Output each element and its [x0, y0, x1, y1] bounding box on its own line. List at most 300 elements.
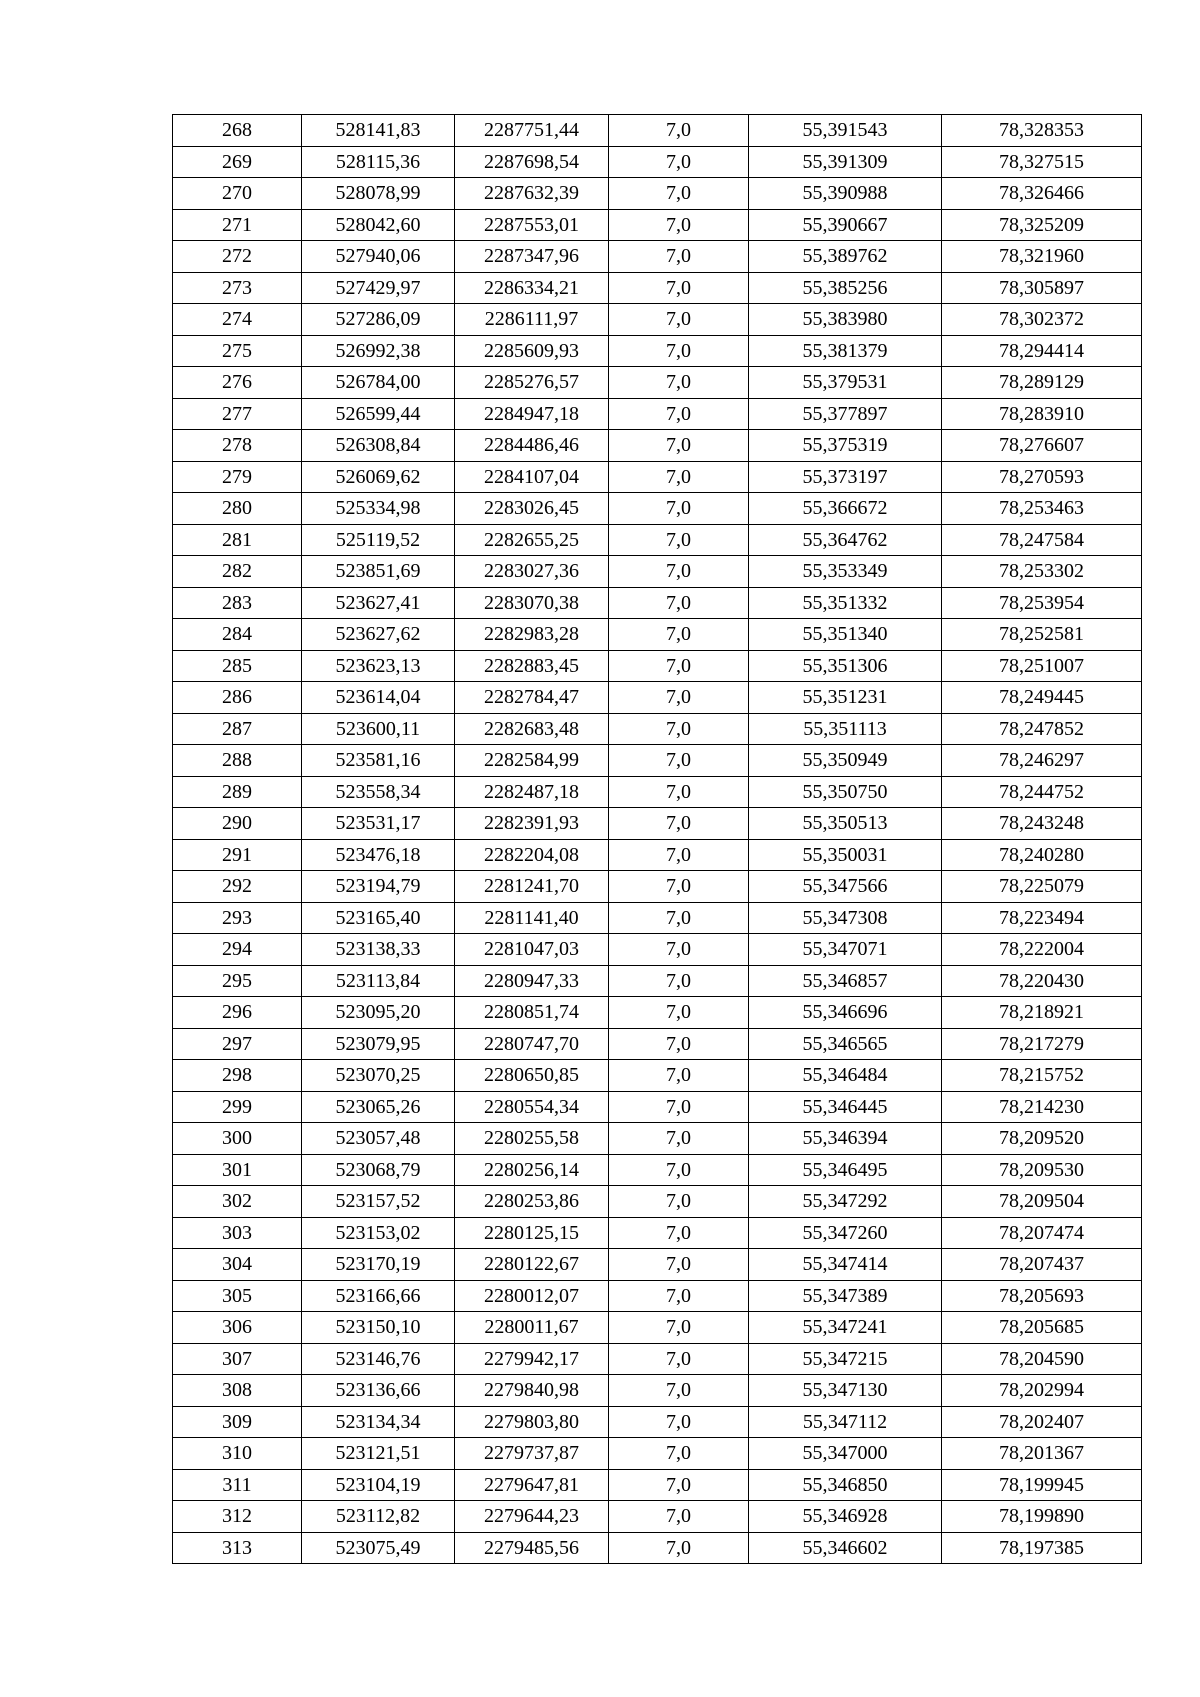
table-cell-longitude: 78,199890	[942, 1501, 1142, 1533]
table-cell-point-number: 297	[173, 1028, 302, 1060]
table-cell-y-coordinate: 2282683,48	[455, 713, 609, 745]
table-cell-point-number: 282	[173, 556, 302, 588]
table-cell-point-number: 283	[173, 587, 302, 619]
table-cell-y-coordinate: 2282204,08	[455, 839, 609, 871]
table-cell-latitude: 55,347241	[749, 1312, 942, 1344]
table-cell-accuracy: 7,0	[609, 1532, 749, 1564]
table-cell-longitude: 78,204590	[942, 1343, 1142, 1375]
table-cell-point-number: 286	[173, 682, 302, 714]
table-row	[173, 1532, 1142, 1564]
table-cell-x-coordinate: 523476,18	[302, 839, 455, 871]
table-cell-point-number: 301	[173, 1154, 302, 1186]
table-cell-latitude: 55,391309	[749, 146, 942, 178]
table-cell-x-coordinate: 523157,52	[302, 1186, 455, 1218]
table-cell-latitude: 55,350750	[749, 776, 942, 808]
table-cell-longitude: 78,294414	[942, 335, 1142, 367]
table-row	[173, 241, 1142, 273]
table-row	[173, 1375, 1142, 1407]
table-cell-y-coordinate: 2280125,15	[455, 1217, 609, 1249]
table-cell-y-coordinate: 2280747,70	[455, 1028, 609, 1060]
table-cell-longitude: 78,222004	[942, 934, 1142, 966]
table-cell-accuracy: 7,0	[609, 1186, 749, 1218]
table-cell-x-coordinate: 523070,25	[302, 1060, 455, 1092]
table-cell-point-number: 275	[173, 335, 302, 367]
table-cell-accuracy: 7,0	[609, 178, 749, 210]
table-cell-y-coordinate: 2282584,99	[455, 745, 609, 777]
table-cell-x-coordinate: 523194,79	[302, 871, 455, 903]
table-cell-latitude: 55,351113	[749, 713, 942, 745]
table-cell-latitude: 55,346495	[749, 1154, 942, 1186]
table-cell-longitude: 78,223494	[942, 902, 1142, 934]
table-cell-latitude: 55,375319	[749, 430, 942, 462]
table-row	[173, 1280, 1142, 1312]
table-cell-accuracy: 7,0	[609, 241, 749, 273]
table-cell-point-number: 276	[173, 367, 302, 399]
table-cell-accuracy: 7,0	[609, 209, 749, 241]
table-cell-longitude: 78,225079	[942, 871, 1142, 903]
table-cell-accuracy: 7,0	[609, 1123, 749, 1155]
table-cell-accuracy: 7,0	[609, 1091, 749, 1123]
table-row	[173, 1406, 1142, 1438]
table-cell-x-coordinate: 525119,52	[302, 524, 455, 556]
table-cell-y-coordinate: 2280253,86	[455, 1186, 609, 1218]
table-row	[173, 367, 1142, 399]
table-cell-latitude: 55,385256	[749, 272, 942, 304]
table-cell-accuracy: 7,0	[609, 1312, 749, 1344]
table-cell-longitude: 78,326466	[942, 178, 1142, 210]
table-cell-latitude: 55,347308	[749, 902, 942, 934]
table-cell-x-coordinate: 523166,66	[302, 1280, 455, 1312]
table-cell-y-coordinate: 2279803,80	[455, 1406, 609, 1438]
table-cell-point-number: 303	[173, 1217, 302, 1249]
table-cell-point-number: 271	[173, 209, 302, 241]
table-cell-accuracy: 7,0	[609, 1028, 749, 1060]
table-row	[173, 619, 1142, 651]
table-cell-accuracy: 7,0	[609, 776, 749, 808]
table-row	[173, 1343, 1142, 1375]
table-cell-point-number: 302	[173, 1186, 302, 1218]
table-row	[173, 335, 1142, 367]
table-cell-accuracy: 7,0	[609, 493, 749, 525]
table-cell-point-number: 299	[173, 1091, 302, 1123]
table-cell-accuracy: 7,0	[609, 1343, 749, 1375]
table-row	[173, 1438, 1142, 1470]
table-cell-y-coordinate: 2280122,67	[455, 1249, 609, 1281]
table-cell-x-coordinate: 528042,60	[302, 209, 455, 241]
table-cell-accuracy: 7,0	[609, 1217, 749, 1249]
table-cell-longitude: 78,215752	[942, 1060, 1142, 1092]
table-cell-accuracy: 7,0	[609, 1469, 749, 1501]
table-cell-x-coordinate: 523134,34	[302, 1406, 455, 1438]
table-cell-y-coordinate: 2285609,93	[455, 335, 609, 367]
table-row	[173, 839, 1142, 871]
table-cell-x-coordinate: 523065,26	[302, 1091, 455, 1123]
table-row	[173, 493, 1142, 525]
table-cell-accuracy: 7,0	[609, 335, 749, 367]
table-cell-longitude: 78,247852	[942, 713, 1142, 745]
table-cell-accuracy: 7,0	[609, 587, 749, 619]
table-cell-x-coordinate: 525334,98	[302, 493, 455, 525]
table-cell-latitude: 55,351332	[749, 587, 942, 619]
table-cell-y-coordinate: 2279647,81	[455, 1469, 609, 1501]
table-cell-latitude: 55,347292	[749, 1186, 942, 1218]
table-cell-accuracy: 7,0	[609, 272, 749, 304]
table-cell-longitude: 78,283910	[942, 398, 1142, 430]
table-row	[173, 272, 1142, 304]
table-row	[173, 745, 1142, 777]
table-cell-point-number: 269	[173, 146, 302, 178]
table-cell-point-number: 293	[173, 902, 302, 934]
table-cell-longitude: 78,209520	[942, 1123, 1142, 1155]
table-cell-latitude: 55,347112	[749, 1406, 942, 1438]
table-cell-longitude: 78,327515	[942, 146, 1142, 178]
table-cell-x-coordinate: 523627,62	[302, 619, 455, 651]
table-cell-latitude: 55,347414	[749, 1249, 942, 1281]
table-cell-longitude: 78,205685	[942, 1312, 1142, 1344]
table-cell-y-coordinate: 2282655,25	[455, 524, 609, 556]
table-row	[173, 1501, 1142, 1533]
table-cell-point-number: 288	[173, 745, 302, 777]
table-cell-point-number: 304	[173, 1249, 302, 1281]
table-cell-point-number: 274	[173, 304, 302, 336]
table-cell-y-coordinate: 2279644,23	[455, 1501, 609, 1533]
table-cell-longitude: 78,207437	[942, 1249, 1142, 1281]
table-cell-latitude: 55,390988	[749, 178, 942, 210]
table-cell-accuracy: 7,0	[609, 650, 749, 682]
table-cell-longitude: 78,305897	[942, 272, 1142, 304]
table-cell-latitude: 55,346602	[749, 1532, 942, 1564]
table-cell-y-coordinate: 2283026,45	[455, 493, 609, 525]
table-cell-longitude: 78,302372	[942, 304, 1142, 336]
table-cell-latitude: 55,389762	[749, 241, 942, 273]
table-cell-y-coordinate: 2287553,01	[455, 209, 609, 241]
table-cell-accuracy: 7,0	[609, 1280, 749, 1312]
table-cell-accuracy: 7,0	[609, 398, 749, 430]
table-row	[173, 997, 1142, 1029]
table-cell-latitude: 55,377897	[749, 398, 942, 430]
table-cell-accuracy: 7,0	[609, 808, 749, 840]
table-cell-latitude: 55,347130	[749, 1375, 942, 1407]
table-cell-y-coordinate: 2280256,14	[455, 1154, 609, 1186]
table-row	[173, 776, 1142, 808]
table-cell-x-coordinate: 526784,00	[302, 367, 455, 399]
table-cell-latitude: 55,383980	[749, 304, 942, 336]
table-cell-longitude: 78,197385	[942, 1532, 1142, 1564]
table-cell-point-number: 284	[173, 619, 302, 651]
table-cell-latitude: 55,346857	[749, 965, 942, 997]
table-cell-point-number: 290	[173, 808, 302, 840]
table-cell-latitude: 55,346565	[749, 1028, 942, 1060]
table-cell-longitude: 78,218921	[942, 997, 1142, 1029]
table-cell-latitude: 55,346696	[749, 997, 942, 1029]
table-cell-longitude: 78,253463	[942, 493, 1142, 525]
table-cell-x-coordinate: 523146,76	[302, 1343, 455, 1375]
table-cell-y-coordinate: 2280011,67	[455, 1312, 609, 1344]
table-cell-latitude: 55,347215	[749, 1343, 942, 1375]
table-cell-point-number: 277	[173, 398, 302, 430]
table-cell-point-number: 313	[173, 1532, 302, 1564]
table-cell-latitude: 55,347389	[749, 1280, 942, 1312]
table-cell-accuracy: 7,0	[609, 1438, 749, 1470]
table-cell-x-coordinate: 523600,11	[302, 713, 455, 745]
table-cell-latitude: 55,351231	[749, 682, 942, 714]
table-row	[173, 1060, 1142, 1092]
table-cell-point-number: 291	[173, 839, 302, 871]
table-cell-point-number: 296	[173, 997, 302, 1029]
table-row	[173, 115, 1142, 147]
table-cell-longitude: 78,209504	[942, 1186, 1142, 1218]
table-row	[173, 209, 1142, 241]
table-cell-latitude: 55,346928	[749, 1501, 942, 1533]
table-cell-latitude: 55,347000	[749, 1438, 942, 1470]
table-row	[173, 902, 1142, 934]
table-cell-point-number: 278	[173, 430, 302, 462]
table-cell-point-number: 285	[173, 650, 302, 682]
table-row	[173, 871, 1142, 903]
table-cell-y-coordinate: 2287347,96	[455, 241, 609, 273]
table-row	[173, 1154, 1142, 1186]
table-cell-latitude: 55,390667	[749, 209, 942, 241]
table-row	[173, 808, 1142, 840]
table-cell-point-number: 268	[173, 115, 302, 147]
table-cell-point-number: 308	[173, 1375, 302, 1407]
table-cell-point-number: 305	[173, 1280, 302, 1312]
table-row	[173, 1186, 1142, 1218]
table-cell-point-number: 300	[173, 1123, 302, 1155]
table-cell-point-number: 280	[173, 493, 302, 525]
table-cell-point-number: 272	[173, 241, 302, 273]
table-cell-latitude: 55,351306	[749, 650, 942, 682]
table-row	[173, 1249, 1142, 1281]
table-cell-latitude: 55,350949	[749, 745, 942, 777]
table-cell-point-number: 309	[173, 1406, 302, 1438]
table-cell-longitude: 78,205693	[942, 1280, 1142, 1312]
table-cell-point-number: 281	[173, 524, 302, 556]
table-cell-longitude: 78,214230	[942, 1091, 1142, 1123]
table-cell-y-coordinate: 2282784,47	[455, 682, 609, 714]
table-cell-y-coordinate: 2283027,36	[455, 556, 609, 588]
table-cell-y-coordinate: 2286111,97	[455, 304, 609, 336]
table-cell-x-coordinate: 523153,02	[302, 1217, 455, 1249]
table-cell-x-coordinate: 523095,20	[302, 997, 455, 1029]
table-cell-longitude: 78,207474	[942, 1217, 1142, 1249]
table-cell-longitude: 78,202407	[942, 1406, 1142, 1438]
table-cell-accuracy: 7,0	[609, 556, 749, 588]
table-row	[173, 304, 1142, 336]
table-cell-x-coordinate: 528115,36	[302, 146, 455, 178]
table-cell-x-coordinate: 523068,79	[302, 1154, 455, 1186]
table-cell-y-coordinate: 2280851,74	[455, 997, 609, 1029]
table-cell-longitude: 78,243248	[942, 808, 1142, 840]
table-cell-y-coordinate: 2279737,87	[455, 1438, 609, 1470]
table-cell-x-coordinate: 523531,17	[302, 808, 455, 840]
table-cell-x-coordinate: 523170,19	[302, 1249, 455, 1281]
table-cell-point-number: 294	[173, 934, 302, 966]
table-cell-x-coordinate: 523136,66	[302, 1375, 455, 1407]
table-cell-accuracy: 7,0	[609, 997, 749, 1029]
table-cell-latitude: 55,373197	[749, 461, 942, 493]
table-cell-longitude: 78,321960	[942, 241, 1142, 273]
table-cell-point-number: 307	[173, 1343, 302, 1375]
table-cell-point-number: 287	[173, 713, 302, 745]
table-cell-longitude: 78,247584	[942, 524, 1142, 556]
table-cell-y-coordinate: 2282487,18	[455, 776, 609, 808]
table-cell-point-number: 292	[173, 871, 302, 903]
table-cell-x-coordinate: 523112,82	[302, 1501, 455, 1533]
table-cell-accuracy: 7,0	[609, 1154, 749, 1186]
table-row	[173, 430, 1142, 462]
table-row	[173, 682, 1142, 714]
table-cell-accuracy: 7,0	[609, 1375, 749, 1407]
table-cell-accuracy: 7,0	[609, 713, 749, 745]
table-row	[173, 178, 1142, 210]
table-cell-y-coordinate: 2282883,45	[455, 650, 609, 682]
table-cell-point-number: 279	[173, 461, 302, 493]
table-cell-x-coordinate: 523138,33	[302, 934, 455, 966]
table-cell-x-coordinate: 526599,44	[302, 398, 455, 430]
table-cell-point-number: 295	[173, 965, 302, 997]
table-cell-y-coordinate: 2287632,39	[455, 178, 609, 210]
table-row	[173, 1028, 1142, 1060]
coordinates-table	[172, 114, 1142, 1564]
table-cell-y-coordinate: 2279840,98	[455, 1375, 609, 1407]
table-cell-accuracy: 7,0	[609, 367, 749, 399]
table-cell-longitude: 78,202994	[942, 1375, 1142, 1407]
table-cell-longitude: 78,253302	[942, 556, 1142, 588]
table-cell-x-coordinate: 523121,51	[302, 1438, 455, 1470]
table-cell-y-coordinate: 2282391,93	[455, 808, 609, 840]
table-cell-y-coordinate: 2280554,34	[455, 1091, 609, 1123]
table-cell-y-coordinate: 2280255,58	[455, 1123, 609, 1155]
table-cell-latitude: 55,347260	[749, 1217, 942, 1249]
table-cell-latitude: 55,391543	[749, 115, 942, 147]
table-row	[173, 965, 1142, 997]
table-cell-point-number: 306	[173, 1312, 302, 1344]
table-cell-x-coordinate: 523851,69	[302, 556, 455, 588]
table-cell-x-coordinate: 523627,41	[302, 587, 455, 619]
table-cell-y-coordinate: 2280012,07	[455, 1280, 609, 1312]
table-cell-y-coordinate: 2281141,40	[455, 902, 609, 934]
table-cell-accuracy: 7,0	[609, 146, 749, 178]
table-cell-x-coordinate: 523614,04	[302, 682, 455, 714]
table-cell-latitude: 55,350031	[749, 839, 942, 871]
table-cell-latitude: 55,346394	[749, 1123, 942, 1155]
table-cell-accuracy: 7,0	[609, 115, 749, 147]
table-cell-y-coordinate: 2279942,17	[455, 1343, 609, 1375]
table-row	[173, 650, 1142, 682]
table-cell-y-coordinate: 2286334,21	[455, 272, 609, 304]
table-cell-longitude: 78,240280	[942, 839, 1142, 871]
table-cell-longitude: 78,253954	[942, 587, 1142, 619]
table-cell-latitude: 55,346850	[749, 1469, 942, 1501]
table-row	[173, 1123, 1142, 1155]
table-cell-y-coordinate: 2284947,18	[455, 398, 609, 430]
table-cell-longitude: 78,199945	[942, 1469, 1142, 1501]
table-cell-accuracy: 7,0	[609, 745, 749, 777]
table-cell-x-coordinate: 523623,13	[302, 650, 455, 682]
table-cell-y-coordinate: 2282983,28	[455, 619, 609, 651]
table-cell-y-coordinate: 2281241,70	[455, 871, 609, 903]
table-cell-x-coordinate: 527429,97	[302, 272, 455, 304]
table-row	[173, 587, 1142, 619]
table-cell-accuracy: 7,0	[609, 839, 749, 871]
table-cell-longitude: 78,244752	[942, 776, 1142, 808]
table-cell-y-coordinate: 2280650,85	[455, 1060, 609, 1092]
table-cell-x-coordinate: 523057,48	[302, 1123, 455, 1155]
table-cell-accuracy: 7,0	[609, 619, 749, 651]
table-row	[173, 1091, 1142, 1123]
table-cell-latitude: 55,353349	[749, 556, 942, 588]
table-cell-x-coordinate: 526069,62	[302, 461, 455, 493]
coordinates-table-body	[173, 115, 1142, 1564]
table-cell-latitude: 55,346445	[749, 1091, 942, 1123]
table-cell-point-number: 273	[173, 272, 302, 304]
table-cell-x-coordinate: 523075,49	[302, 1532, 455, 1564]
table-cell-x-coordinate: 528078,99	[302, 178, 455, 210]
table-cell-x-coordinate: 523079,95	[302, 1028, 455, 1060]
table-cell-accuracy: 7,0	[609, 682, 749, 714]
table-cell-point-number: 289	[173, 776, 302, 808]
table-row	[173, 1469, 1142, 1501]
table-cell-y-coordinate: 2283070,38	[455, 587, 609, 619]
table-row	[173, 556, 1142, 588]
table-cell-accuracy: 7,0	[609, 524, 749, 556]
table-cell-y-coordinate: 2287751,44	[455, 115, 609, 147]
table-cell-accuracy: 7,0	[609, 461, 749, 493]
table-cell-x-coordinate: 527286,09	[302, 304, 455, 336]
table-cell-accuracy: 7,0	[609, 1501, 749, 1533]
table-cell-accuracy: 7,0	[609, 965, 749, 997]
table-cell-accuracy: 7,0	[609, 1060, 749, 1092]
table-cell-y-coordinate: 2284107,04	[455, 461, 609, 493]
table-cell-latitude: 55,366672	[749, 493, 942, 525]
table-row	[173, 461, 1142, 493]
table-cell-longitude: 78,220430	[942, 965, 1142, 997]
table-cell-longitude: 78,209530	[942, 1154, 1142, 1186]
table-cell-y-coordinate: 2287698,54	[455, 146, 609, 178]
table-cell-longitude: 78,270593	[942, 461, 1142, 493]
table-cell-accuracy: 7,0	[609, 902, 749, 934]
table-cell-x-coordinate: 527940,06	[302, 241, 455, 273]
table-row	[173, 524, 1142, 556]
table-cell-longitude: 78,251007	[942, 650, 1142, 682]
table-cell-x-coordinate: 526992,38	[302, 335, 455, 367]
table-cell-longitude: 78,249445	[942, 682, 1142, 714]
table-cell-x-coordinate: 528141,83	[302, 115, 455, 147]
table-cell-longitude: 78,246297	[942, 745, 1142, 777]
table-cell-accuracy: 7,0	[609, 304, 749, 336]
table-cell-latitude: 55,346484	[749, 1060, 942, 1092]
table-cell-x-coordinate: 523104,19	[302, 1469, 455, 1501]
table-cell-longitude: 78,252581	[942, 619, 1142, 651]
table-cell-y-coordinate: 2284486,46	[455, 430, 609, 462]
table-row	[173, 934, 1142, 966]
table-cell-point-number: 312	[173, 1501, 302, 1533]
table-cell-x-coordinate: 523150,10	[302, 1312, 455, 1344]
table-cell-x-coordinate: 523558,34	[302, 776, 455, 808]
table-cell-latitude: 55,381379	[749, 335, 942, 367]
table-cell-longitude: 78,201367	[942, 1438, 1142, 1470]
table-cell-latitude: 55,351340	[749, 619, 942, 651]
table-row	[173, 1312, 1142, 1344]
table-cell-latitude: 55,347566	[749, 871, 942, 903]
table-cell-accuracy: 7,0	[609, 871, 749, 903]
table-cell-point-number: 298	[173, 1060, 302, 1092]
table-cell-longitude: 78,328353	[942, 115, 1142, 147]
table-cell-latitude: 55,347071	[749, 934, 942, 966]
table-cell-y-coordinate: 2281047,03	[455, 934, 609, 966]
table-cell-point-number: 270	[173, 178, 302, 210]
